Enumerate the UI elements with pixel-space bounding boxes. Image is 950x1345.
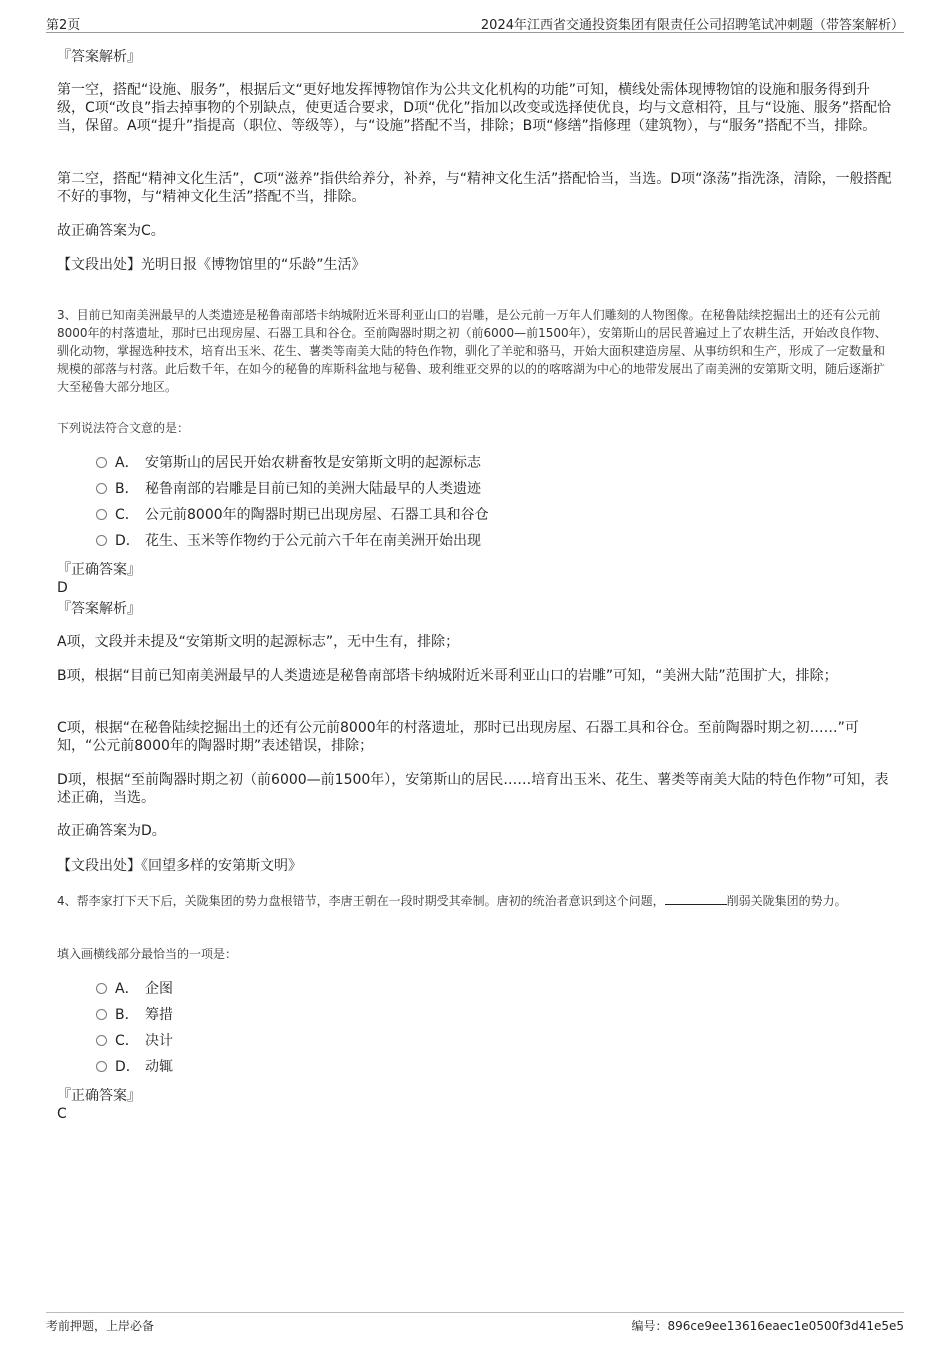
page-footer: [46, 1312, 904, 1335]
document-title: 2024年江西省交通投资集团有限责任公司招聘笔试冲刺题（带答案解析）: [480, 18, 904, 33]
page-number: 第2页: [46, 18, 81, 33]
q3-explain-c: C项，根据“在秘鲁陆续挖掘出土的还有公元前8000年的村落遗址，那时已出现房屋、石器工具和谷仓。至前陶器时期之初……”可知，“公元前8000年的陶器时期”表述错误，排除；: [57, 720, 859, 754]
q2-source: 【文段出处】光明日报《博物馆里的“乐龄”生活》: [57, 257, 366, 273]
q3-source: 【文段出处】《回望多样的安第斯文明》: [57, 858, 302, 874]
radio-icon[interactable]: [96, 457, 107, 468]
footer-slogan: 考前押题，上岸必备: [46, 1319, 155, 1333]
radio-icon[interactable]: [96, 483, 107, 494]
q4-prompt: 填入画横线部分最恰当的一项是：: [57, 947, 238, 961]
q4-option-c[interactable]: C． 决计: [96, 1031, 173, 1051]
radio-icon[interactable]: [96, 509, 107, 520]
q2-explain-heading: 『答案解析』: [57, 49, 141, 65]
q3-explain-d: D项，根据“至前陶器时期之初（前6000—前1500年），安第斯山的居民……培育出玉米、花生、薯类等南美大陆的特色作物”可知，表述正确，当选。: [57, 772, 889, 806]
q3-answer-heading: 『正确答案』: [57, 562, 141, 578]
q3-prompt: 下列说法符合文意的是：: [57, 421, 190, 435]
q3-stem: 3、目前已知南美洲最早的人类遗迹是秘鲁南部塔卡纳城附近米哥利亚山口的岩雕，是公元前一万年人们雕刻的人物图像。在秘鲁陆续挖掘出土的还有公元前8000年的村落遗址，那时已出现房屋、石器工具和谷仓。至前陶器时期之初（前6000—前1500年），安第斯山的居民普遍过上了农耕生活，开始改良作物、驯化动物，掌握选种技术，培育出玉米、花生、薯类等南美大陆的特色作物，驯化了羊驼和骆马，开始大面积建造房屋、从事纺织和生产，形成了一定数量和规模的部落与村落。此后数千年，在如今的秘鲁的库斯科盆地与秘鲁、玻利维亚交界的以的的喀喀湖为中心的地带发展出了南美洲的安第斯文明，随后逐渐扩大至秘鲁大部分地区。: [57, 308, 887, 394]
q4-option-a[interactable]: A． 企图: [96, 979, 173, 999]
q4-option-b[interactable]: B． 筹措: [96, 1005, 173, 1025]
q3-explain-a: A项，文段并未提及“安第斯文明的起源标志”，无中生有，排除；: [57, 634, 460, 650]
q4-option-d[interactable]: D． 动辄: [96, 1057, 173, 1077]
q3-explain-heading: 『答案解析』: [57, 601, 141, 617]
q4-stem: 4、帮李家打下天下后，关陇集团的势力盘根错节，李唐王朝在一段时期受其牵制。唐初的统治者意识到这个问题， 削弱关陇集团的势力。: [57, 891, 895, 910]
q3-explain-b: B项，根据“目前已知南美洲最早的人类遗迹是秘鲁南部塔卡纳城附近米哥利亚山口的岩雕”可知，“美洲大陆”范围扩大，排除；: [57, 668, 838, 684]
q2-explain-para-1: 第一空，搭配“设施、服务”，根据后文“更好地发挥博物馆作为公共文化机构的功能”可知，横线处需体现博物馆的设施和服务得到升级，C项“改良”指去掉事物的个别缺点，使更适合要求，D项“优化”指加以改变或选择使优良，均与文意相符，且与“设施、服务”搭配恰当，保留。A项“提升”指提高（职位、等级等），与“设施”搭配不当，排除；B项“修缮”指修理（建筑物），与“服务”搭配不当，排除。: [57, 82, 892, 134]
q3-option-b[interactable]: B． 秘鲁南部的岩雕是目前已知的美洲大陆最早的人类遗迹: [96, 479, 481, 499]
radio-icon[interactable]: [96, 983, 107, 994]
radio-icon[interactable]: [96, 535, 107, 546]
radio-icon[interactable]: [96, 1009, 107, 1020]
q4-answer-heading: 『正确答案』: [57, 1088, 141, 1104]
radio-icon[interactable]: [96, 1035, 107, 1046]
q4-answer: C: [57, 1106, 67, 1122]
q3-option-d[interactable]: D． 花生、玉米等作物约于公元前六千年在南美洲开始出现: [96, 531, 481, 551]
radio-icon[interactable]: [96, 1061, 107, 1072]
document-id: 编号：896ce9ee13616eaec1e0500f3d41e5e5: [631, 1319, 904, 1333]
q3-option-c[interactable]: C． 公元前8000年的陶器时期已出现房屋、石器工具和谷仓: [96, 505, 489, 525]
page-header: [46, 12, 904, 33]
fill-in-blank: [665, 891, 727, 905]
q3-conclusion: 故正确答案为D。: [57, 823, 166, 839]
q3-option-a[interactable]: A． 安第斯山的居民开始农耕畜牧是安第斯文明的起源标志: [96, 453, 481, 473]
q2-conclusion: 故正确答案为C。: [57, 223, 165, 239]
q2-explain-para-2: 第二空，搭配“精神文化生活”，C项“滋养”指供给养分，补养，与“精神文化生活”搭配恰当，当选。D项“涤荡”指洗涤，清除，一般搭配不好的事物，与“精神文化生活”搭配不当，排除。: [57, 171, 892, 205]
q3-answer: D: [57, 580, 68, 596]
